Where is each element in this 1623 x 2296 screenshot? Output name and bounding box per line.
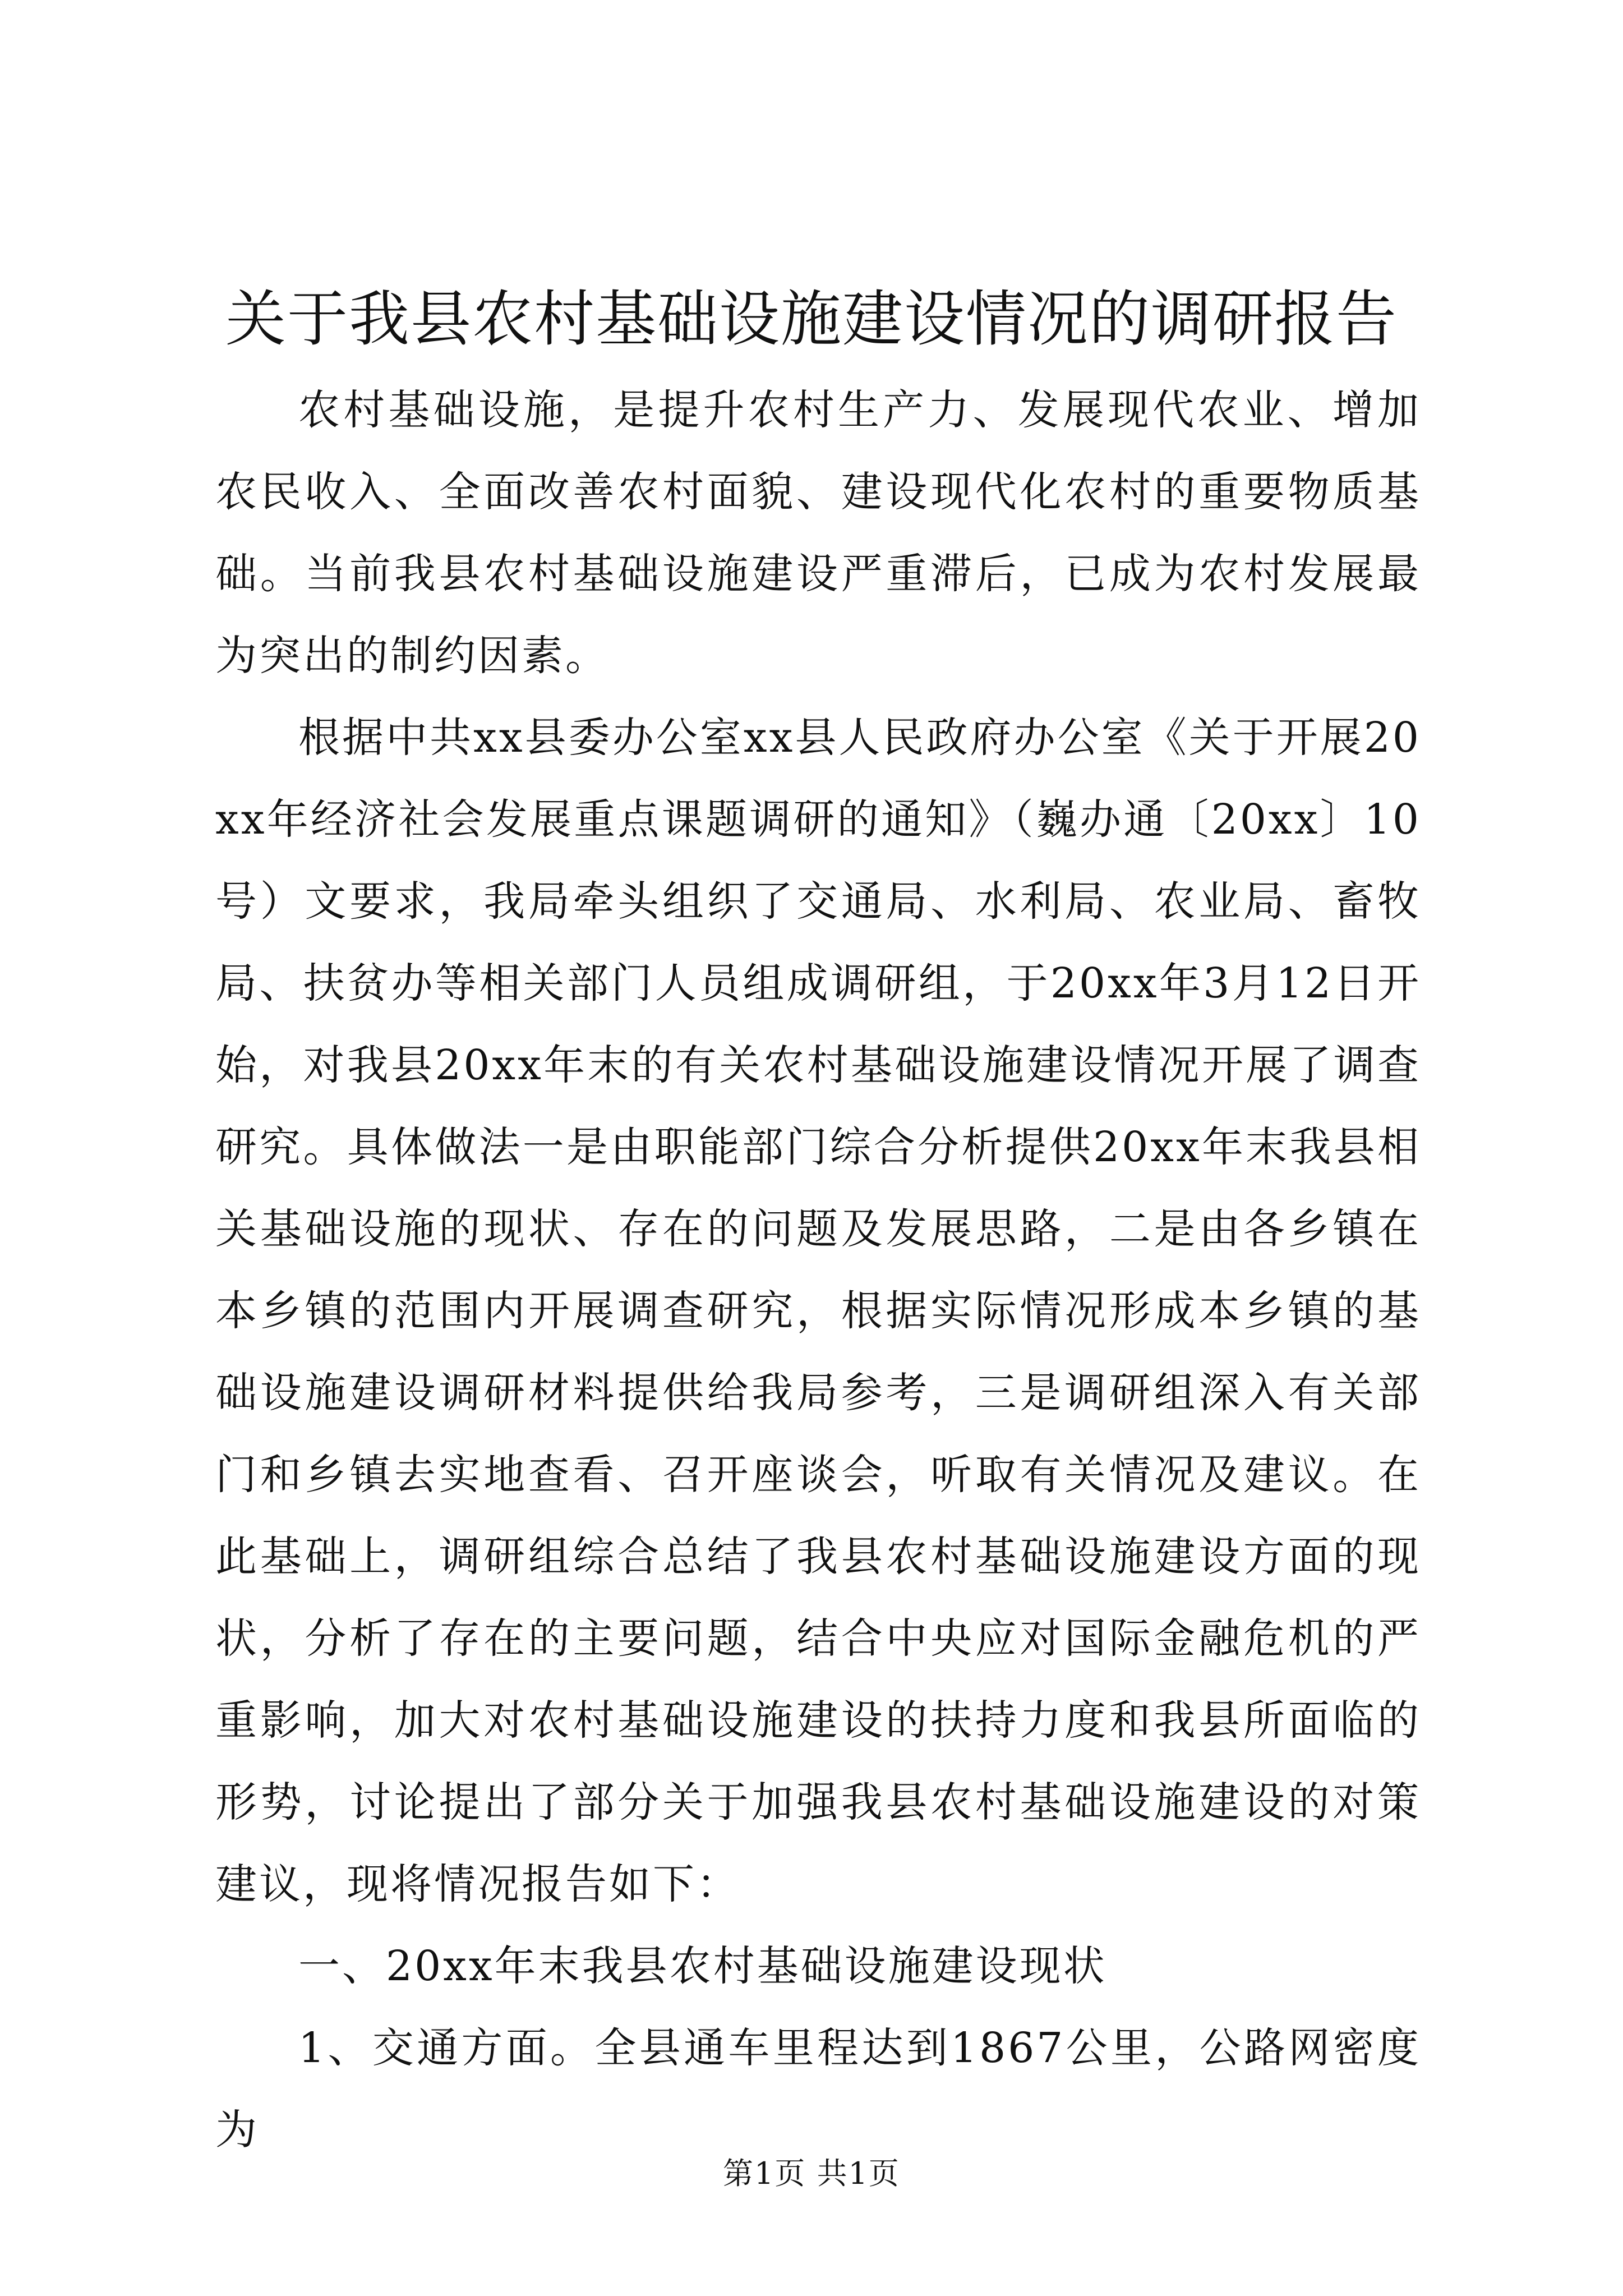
page-footer: 第1页 共1页 — [723, 2156, 900, 2191]
paragraph: 根据中共xx县委办公室xx县人民政府办公室《关于开展20xx年经济社会发展重点课题调研的通知》（巍办通〔20xx〕10号）文要求，我局牵头组织了交通局、水利局、农业局、畜牧局、扶贫办等相关部门人员组成调研组，于20xx年3月12日开始，对我县20xx年末的有关农村基础设施建设情况开展了调查研究。具体做法一是由职能部门综合分析提供20xx年末我县相关基础设施的现状、存在的问题及发展思路，二是由各乡镇在本乡镇的范围内开展调查研究，根据实际情况形成本乡镇的基础设施建设调研材料提供给我局参考，三是调研组深入有关部门和乡镇去实地查看、召开座谈会，听取有关情况及建议。在此基础上，调研组综合总结了我县农村基础设施建设方面的现状，分析了存在的主要问题，结合中央应对国际金融危机的严重影响，加大对农村基础设施建设的扶持力度和我县所面临的形势，讨论提出了部分关于加强我县农村基础设施建设的对策建议，现将情况报告如下： — [215, 714, 1421, 1908]
document-title: 关于我县农村基础设施建设情况的调研报告 — [225, 284, 1398, 355]
paragraph: 1、交通方面。全县通车里程达到1867公里，公路网密度为 — [215, 2024, 1421, 2154]
paragraph: 农村基础设施，是提升农村生产力、发展现代农业、增加农民收入、全面改善农村面貌、建设现代化农村的重要物质基础。当前我县农村基础设施建设严重滞后，已成为农村发展最为突出的制约因素。 — [215, 386, 1421, 680]
section-heading: 一、20xx年末我县农村基础设施建设现状 — [298, 1942, 1107, 1990]
document-body — [215, 369, 1421, 2171]
